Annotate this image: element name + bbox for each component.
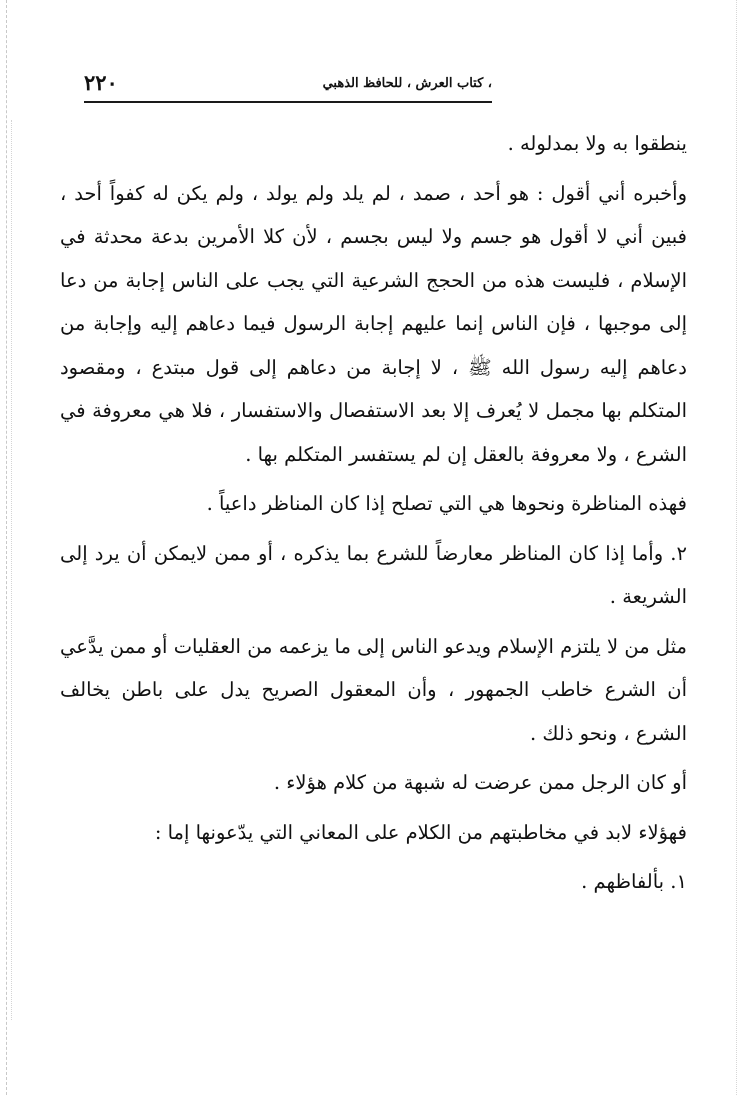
paragraph: فهؤلاء لابد في مخاطبتهم من الكلام على المعاني التي يدّعونها إما :	[154, 820, 687, 844]
scan-edge-right	[736, 0, 737, 1095]
running-title: ، كتاب العرش ، للحافظ الذهبي	[322, 76, 492, 91]
body-text	[60, 122, 687, 904]
paragraph: ١. بألفاظهم .	[581, 870, 687, 893]
paragraph: ينطقوا به ولا بمدلوله .	[507, 132, 687, 155]
running-header	[84, 70, 492, 100]
paragraph: فهذه المناظرة ونحوها هي التي تصلح إذا كان المناظر داعياً .	[206, 492, 687, 515]
scan-edge-left	[6, 0, 7, 1095]
paragraph: وأخبره أني أقول : هو أحد ، صمد ، لم يلد ولم يولد ، ولم يكن له كفواً أحد ، فبين أني لا أقول هو جسم ولا ليس بجسم ، لأن كلا الأمرين بدعة محدثة في الإسلام ، فليست هذه من الحجج الشرعية التي يجب على الناس إجابة من دعا إلى موجبها ، فإن الناس إنما عليهم إجابة الرسول فيما دعاهم إليه وإجابة من دعاهم إليه رسول الله ﷺ ، لا إجابة من دعاهم إلى قول مبتدع ، ومقصود المتكلم بها مجمل لا يُعرف إلا بعد الاستفصال والاستفسار ، فلا هي معروفة في الشرع ، ولا معروفة بالعقل إن لم يستفسر المتكلم بها .	[60, 181, 687, 466]
scan-edge-left-inner	[11, 120, 12, 1020]
header-rule	[84, 101, 492, 103]
paragraph: أو كان الرجل ممن عرضت له شبهة من كلام هؤلاء .	[273, 771, 687, 794]
paragraph: ٢. وأما إذا كان المناظر معارضاً للشرع بما يذكره ، أو ممن لايمكن أن يرد إلى الشريعة .	[60, 541, 687, 608]
paragraph: مثل من لا يلتزم الإسلام ويدعو الناس إلى ما يزعمه من العقليات أو ممن يدَّعي أن الشرع خاطب الجمهور ، وأن المعقول الصريح يدل على باطن يخالف الشرع ، ونحو ذلك .	[60, 634, 687, 745]
page-number: ٢٢٠	[84, 70, 118, 95]
